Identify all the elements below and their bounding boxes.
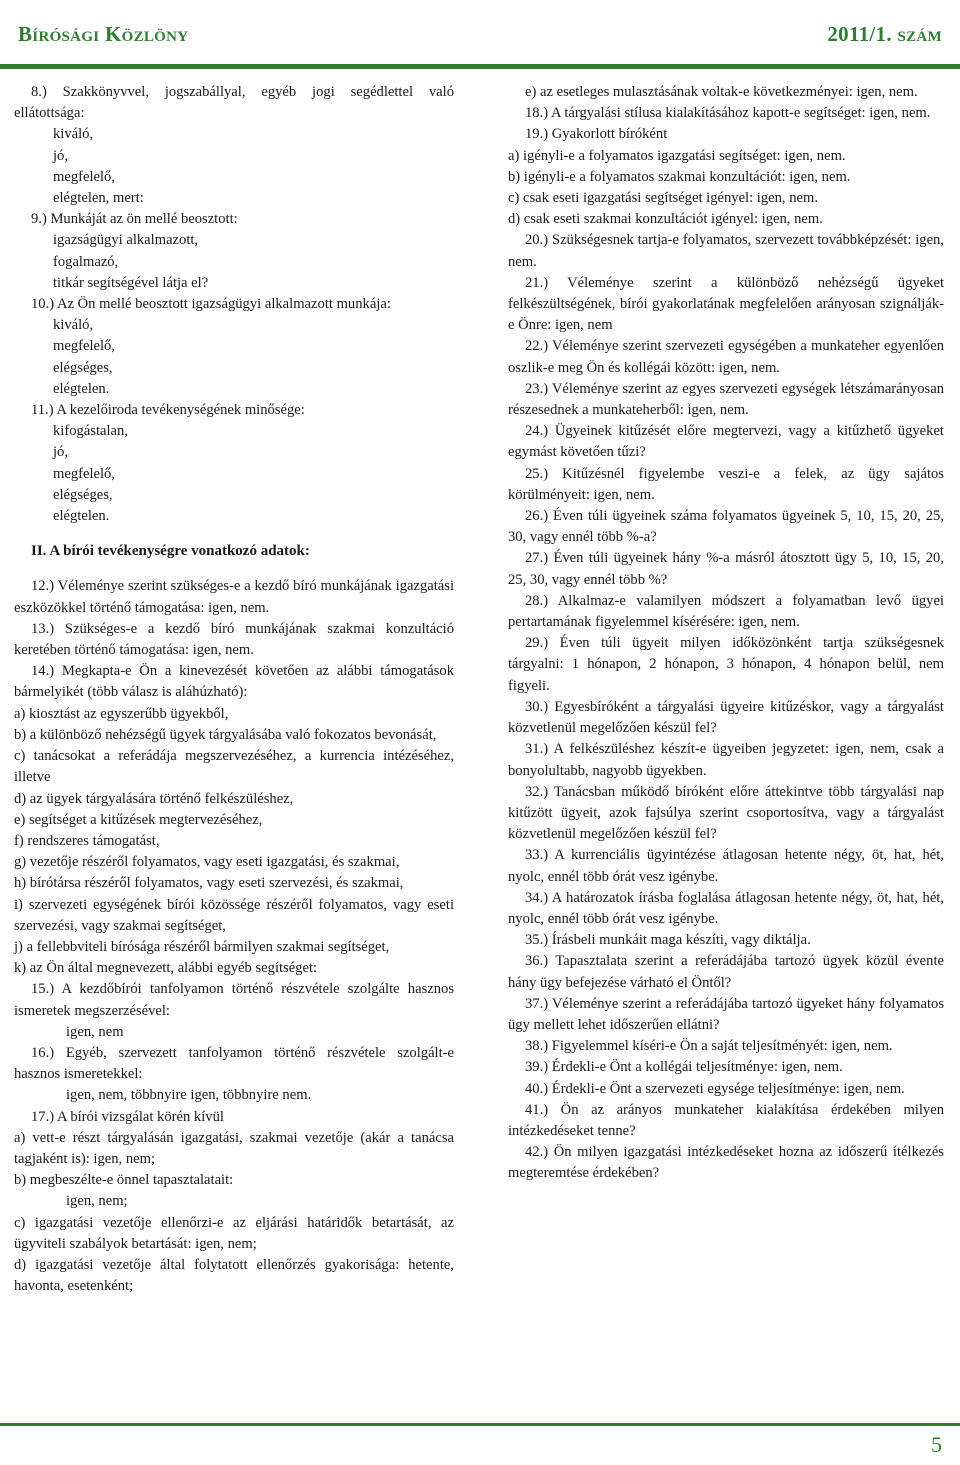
header-rule — [0, 64, 960, 69]
question-11: 11.) A kezelőiroda tevékenységének minősége: — [31, 402, 305, 419]
question-18: 18.) A tárgyalási stílusa kialakításához kapott-e segítséget: igen, nem. — [525, 105, 931, 122]
question-25: 25.) Kitűzésnél figyelembe veszi-e a felek, az ügy sajátos körülményeit: igen, nem. — [508, 465, 944, 503]
q19-option: a) igényli-e a folyamatos igazgatási segítséget: igen, nem. — [508, 147, 846, 164]
question-9: 9.) Munkáját az ön mellé beosztott: — [31, 211, 238, 228]
q19-option: b) igényli-e a folyamatos szakmai konzultációt: igen, nem. — [508, 168, 851, 185]
q11-option: megfelelő, — [53, 465, 115, 482]
q17-b-answer: igen, nem; — [66, 1193, 128, 1210]
q17-option-c: c) igazgatási vezetője ellenőrzi-e az eljárási határidők betartását, az ügyviteli szabályok betartását: igen, nem; — [14, 1214, 454, 1252]
page-header — [0, 0, 960, 70]
issue-label — [827, 22, 942, 47]
question-10: 10.) Az Ön mellé beosztott igazságügyi alkalmazott munkája: — [31, 296, 391, 313]
q15-answer: igen, nem — [66, 1023, 124, 1040]
question-17: 17.) A bírói vizsgálat körén kívül — [31, 1108, 224, 1125]
q8-option: jó, — [53, 147, 68, 164]
q14-option: h) bírótársa részéről folyamatos, vagy eseti szervezési, és szakmai, — [14, 875, 404, 892]
q11-option: elégtelen. — [53, 508, 110, 525]
q19-option: c) csak eseti igazgatási segítséget igényel: igen, nem. — [508, 190, 819, 207]
question-16: 16.) Egyéb, szervezett tanfolyamon történő részvétele szolgált-e hasznos ismeretekkel: — [14, 1044, 454, 1083]
q16-answer: igen, nem, többnyire igen, többnyire nem. — [66, 1087, 312, 1104]
question-26: 26.) Éven túli ügyeinek száma folyamatos ügyeinek 5, 10, 15, 20, 25, 30, vagy ennél több %-a? — [508, 508, 944, 546]
q17-option-a: a) vett-e részt tárgyalásán igazgatási, szakmai vezetője (akár a tanácsa tagjaként is): igen, nem; — [14, 1129, 454, 1167]
question-22: 22.) Véleménye szerint szervezeti egységében a munkateher egyenlően oszlik-e meg Ön és kollégái között: igen, nem. — [508, 338, 944, 376]
question-30: 30.) Egyesbíróként a tárgyalási ügyeire kitűzéskor, vagy a tárgyalást közvetlenül megelőzően készül fel? — [508, 698, 944, 737]
q14-option: i) szervezeti egységének bírói közössége részéről folyamatos, vagy eseti szervezési, vagy szakmai segítséget, — [14, 896, 454, 934]
page-footer — [0, 1423, 960, 1465]
q14-option: d) az ügyek tárgyalására történő felkészüléshez, — [14, 790, 294, 807]
question-19: 19.) Gyakorlott bíróként — [525, 126, 668, 143]
question-31: 31.) A felkészüléshez készít-e ügyeiben jegyzetet: igen, nem, csak a bonyolultabb, nagyobb ügyekben. — [508, 741, 944, 779]
question-38: 38.) Figyelemmel kíséri-e Ön a saját teljesítményét: igen, nem. — [525, 1038, 893, 1055]
question-8: 8.) Szakkönyvvel, jogszabállyal, egyéb jogi segédlettel való ellátottsága: — [14, 84, 454, 122]
q8-option: megfelelő, — [53, 168, 115, 185]
question-24: 24.) Ügyeinek kitűzését előre megtervezi, vagy a kitűzhető ügyeket egymást követően tűzi? — [508, 423, 944, 461]
right-column — [508, 82, 944, 1185]
question-40: 40.) Érdekli-e Önt a szervezeti egysége teljesítménye: igen, nem. — [525, 1080, 905, 1097]
question-23: 23.) Véleménye szerint az egyes szervezeti egységek létszámarányosan részesednek a munkateherből: igen, nem. — [508, 380, 944, 419]
question-14: 14.) Megkapta-e Ön a kinevezését követően az alábbi támogatások bármelyikét (több válasz is aláhúzható): — [14, 663, 454, 701]
q14-option: f) rendszeres támogatást, — [14, 832, 160, 849]
question-36: 36.) Tapasztalata szerint a referádájába tartozó ügyek közül évente hány ügy befejezése várható el Öntől? — [508, 953, 944, 991]
q11-option: elégséges, — [53, 486, 113, 503]
question-21: 21.) Véleménye szerint a különböző nehézségű ügyeket felkészültségének, bírói gyakorlatának megfelelően arányosan szignálják-e Önre: igen, nem — [508, 274, 944, 334]
q19-option: d) csak eseti szakmai konzultációt igényel: igen, nem. — [508, 211, 823, 228]
q14-option: j) a fellebbviteli bírósága részéről bármilyen szakmai segítséget, — [14, 938, 390, 955]
q17-option-e: e) az esetleges mulasztásának voltak-e következményei: igen, nem. — [525, 84, 918, 100]
q9-option: igazságügyi alkalmazott, — [53, 232, 199, 249]
question-28: 28.) Alkalmaz-e valamilyen módszert a folyamatban levő ügyei pertartamának figyelemmel kísérésére: igen, nem. — [508, 592, 944, 631]
q14-option: e) segítséget a kitűzések megtervezéséhez, — [14, 811, 263, 828]
question-12: 12.) Véleménye szerint szükséges-e a kezdő bíró munkájának igazgatási eszközökkel történő támogatása: igen, nem. — [14, 578, 454, 616]
question-29: 29.) Éven túli ügyeit milyen időközönként tartja szükségesnek tárgyalni: 1 hónapon, 2 hónapon, 3 hónapon, 4 hónapon belül, nem figyeli. — [508, 635, 944, 694]
q10-option: elégtelen. — [53, 380, 110, 397]
q9-option: titkár segítségével látja el? — [53, 274, 209, 291]
question-35: 35.) Írásbeli munkáit maga készíti, vagy diktálja. — [525, 932, 811, 949]
question-15: 15.) A kezdőbírói tanfolyamon történő részvétele szolgálte hasznos ismeretek megszerzésével: — [14, 981, 454, 1019]
section-heading: II. A bírói tevékenységre vonatkozó adatok: — [31, 543, 310, 560]
q10-option: elégséges, — [53, 359, 113, 376]
issue-number: 2011/1. — [827, 22, 892, 46]
q10-option: kiváló, — [53, 317, 94, 334]
question-13: 13.) Szükséges-e a kezdő bíró munkájának szakmai konzultáció keretében történő támogatása: igen, nem. — [14, 620, 454, 659]
q17-option-b: b) megbeszélte-e önnel tapasztalatait: — [14, 1172, 234, 1189]
left-column — [14, 82, 454, 1297]
journal-title: Bírósági Közlöny — [18, 22, 189, 46]
q10-option: megfelelő, — [53, 338, 115, 355]
question-27: 27.) Éven túli ügyeinek hány %-a másról átosztott ügy 5, 10, 15, 20, 25, 30, vagy ennél több %? — [508, 550, 944, 588]
question-37: 37.) Véleménye szerint a referádájába tartozó ügyeket hány folyamatos ügy mellett lehet időszerűen ellátni? — [508, 995, 944, 1033]
q8-option: kiváló, — [53, 126, 94, 143]
question-42: 42.) Ön milyen igazgatási intézkedéseket hozna az időszerű ítélkezés megteremtése érdekében? — [508, 1144, 944, 1182]
question-20: 20.) Szükségesnek tartja-e folyamatos, szervezett továbbképzését: igen, nem. — [508, 232, 944, 270]
question-41: 41.) Ön az arányos munkateher kialakítása érdekében milyen intézkedéseket tenne? — [508, 1101, 944, 1139]
question-32: 32.) Tanácsban működő bíróként előre áttekintve több tárgyalási nap kitűzött ügyeit, azok fajsúlya szerint csoportosítva, vagy a tárgyalást közvetlenül megelőzően készül fel? — [508, 783, 944, 843]
question-33: 33.) A kurrenciális ügyintézése átlagosan hetente négy, öt, hat, hét, nyolc, ennél több órát vesz igénybe. — [508, 847, 944, 885]
q17-option-d: d) igazgatási vezetője által folytatott ellenőrzés gyakorisága: hetente, havonta, esetenként; — [14, 1256, 454, 1295]
q8-option: elégtelen, mert: — [53, 190, 144, 207]
q9-option: fogalmazó, — [53, 253, 119, 270]
question-34: 34.) A határozatok írásba foglalása átlagosan hetente négy, öt, hat, hét, nyolc, ennél több órát vesz igénybe. — [508, 889, 944, 927]
q14-option: a) kiosztást az egyszerűbb ügyekből, — [14, 705, 229, 722]
q11-option: kifogástalan, — [53, 423, 128, 440]
page-number: 5 — [931, 1432, 942, 1457]
q14-option: k) az Ön által megnevezett, alábbi egyéb segítséget: — [14, 960, 318, 977]
q11-option: jó, — [53, 444, 68, 461]
footer-rule — [0, 1423, 960, 1426]
q14-option: b) a különböző nehézségű ügyek tárgyalásába való fokozatos bevonását, — [14, 726, 437, 743]
issue-word: szám — [897, 22, 942, 46]
q14-option: g) vezetője részéről folyamatos, vagy eseti igazgatási, és szakmai, — [14, 854, 400, 871]
q14-option: c) tanácsokat a referádája megszervezéséhez, a kurrencia intézéséhez, illetve — [14, 748, 454, 786]
question-39: 39.) Érdekli-e Önt a kollégái teljesítménye: igen, nem. — [525, 1059, 843, 1076]
